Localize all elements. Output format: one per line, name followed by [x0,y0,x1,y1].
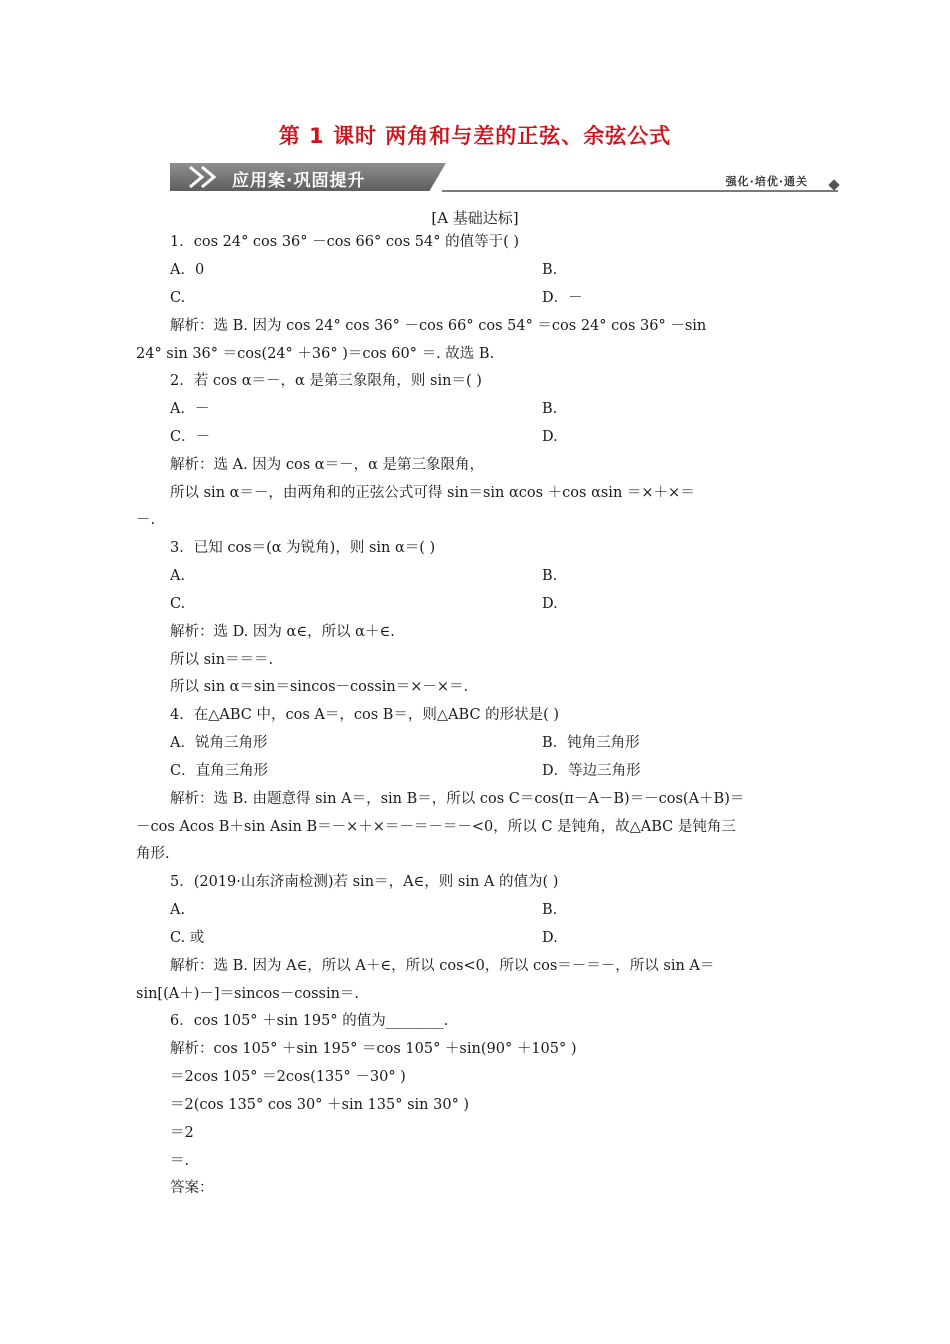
section-banner [170,163,840,193]
question-3: 3．已知 cos＝(α 为锐角)，则 sin α＝( ) [170,540,436,556]
option-a: A. [170,568,186,584]
option-d: D．等边三角形 [542,763,641,779]
option-c: C．直角三角形 [170,763,269,779]
option-d: D. [542,930,558,946]
answer-label: 答案： [170,1180,214,1196]
solution-line: 解析：选 A. 因为 cos α＝－，α 是第三象限角， [170,457,484,473]
option-b: B. [542,401,558,417]
option-b: B．钝角三角形 [542,735,640,751]
question-4: 4．在△ABC 中，cos A＝，cos B＝，则△ABC 的形状是( ) [170,707,560,723]
option-c: C. [170,290,186,306]
solution-line: －. [136,512,156,528]
banner-tagline: 强化·培优·通关 [725,175,808,188]
solution-line: ＝2(cos 135° cos 30° ＋sin 135° sin 30° ) [170,1097,470,1113]
solution-line: 24° sin 36° ＝cos(24° ＋36° )＝cos 60° ＝. 故选 B. [136,346,495,362]
solution-line: 解析：选 B. 因为 A∈，所以 A＋∈，所以 cos<0，所以 cos＝－＝－，所以 sin A＝ [170,958,715,974]
diamond-icon [828,179,839,190]
option-c: C．－ [170,429,211,445]
option-a: A．0 [170,262,205,278]
option-a: A．锐角三角形 [170,735,268,751]
solution-line: 解析：cos 105° ＋sin 195° ＝cos 105° ＋sin(90° ＋105° ) [170,1041,577,1057]
question-1: 1．cos 24° cos 36° －cos 66° cos 54° 的值等于( ) [170,234,519,250]
option-b: B. [542,902,558,918]
solution-line: ＝. [170,1153,190,1169]
solution-line: 解析：选 B. 由题意得 sin A＝，sin B＝，所以 cos C＝cos(π－A－B)＝－cos(A＋B)＝ [170,791,745,807]
page-title: 第 1 课时 两角和与差的正弦、余弦公式 [278,124,672,148]
option-b: B. [542,262,558,278]
solution-line: －cos Acos B＋sin Asin B＝－×＋×＝－＝－＝－<0，所以 C 是钝角，故△ABC 是钝角三 [136,819,736,835]
section-heading: [A 基础达标] [431,209,519,227]
option-c: C. [170,596,186,612]
option-a: A．－ [170,401,210,417]
solution-line: ＝2 [170,1125,194,1141]
question-6: 6．cos 105° ＋sin 195° 的值为________. [170,1013,449,1029]
option-c: C. 或 [170,930,205,946]
option-d: D．－ [542,290,583,306]
double-chevron-icon [186,165,226,189]
option-a: A. [170,902,186,918]
solution-line: 解析：选 D. 因为 α∈，所以 α＋∈. [170,624,395,640]
solution-line: ＝2cos 105° ＝2cos(135° －30° ) [170,1069,406,1085]
banner-label: 应用案·巩固提升 [232,171,366,191]
solution-line: 角形. [136,846,170,862]
solution-line: 所以 sin＝＝＝. [170,652,274,668]
option-d: D. [542,429,558,445]
question-2: 2．若 cos α＝－，α 是第三象限角，则 sin＝( ) [170,373,482,389]
solution-line: 所以 sin α＝－，由两角和的正弦公式可得 sin＝sin αcos ＋cos αsin ＝×＋×＝ [170,485,695,501]
solution-line: 所以 sin α＝sin＝sincos－cossin＝×－×＝. [170,679,469,695]
option-b: B. [542,568,558,584]
solution-line: 解析：选 B. 因为 cos 24° cos 36° －cos 66° cos 54° ＝cos 24° cos 36° －sin [170,318,707,334]
banner-rule [442,190,838,192]
option-d: D. [542,596,558,612]
question-5: 5．(2019·山东济南检测)若 sin＝，A∈，则 sin A 的值为( ) [170,874,559,890]
solution-line: sin[(A＋)－]＝sincos－cossin＝. [136,986,360,1002]
